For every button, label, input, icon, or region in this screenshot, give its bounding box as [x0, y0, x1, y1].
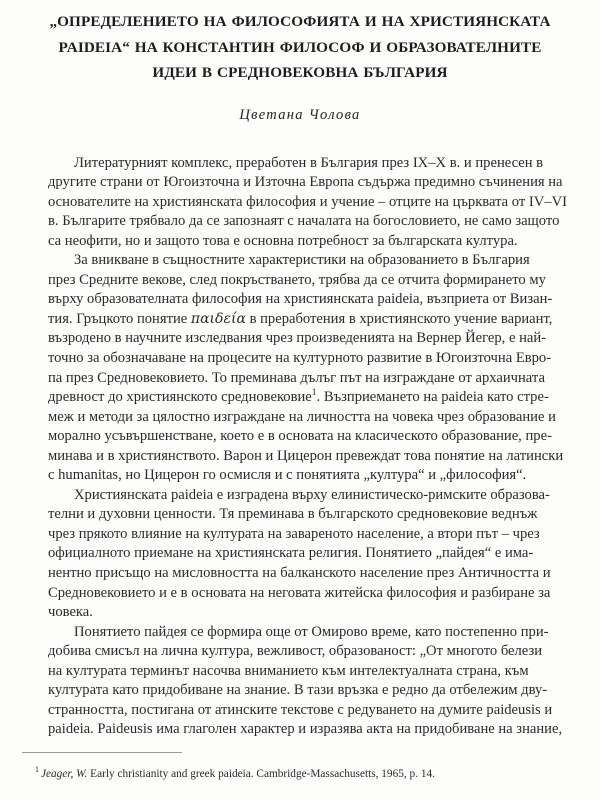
text-line-content: през Средните векове, след покръстването, трябва да се отчита формирането му	[48, 271, 546, 288]
text-line-content: официалното приемане на християнската религия. Понятието „пайдея“ е има-	[48, 545, 534, 562]
text-line-content: Средновековието и е в основата на неговата житейска философия и разбиране за	[48, 584, 551, 601]
text-line-content: минава и в християнството. Варон и Цицерон превеждат това понятие на латински	[48, 447, 564, 464]
text-line	[22, 642, 578, 662]
footnote-citation-rest: Early christianity and greek paideia. Cambridge-Massachusetts, 1965, p. 14.	[87, 768, 435, 780]
text-line	[22, 232, 578, 252]
text-line-content: меж и методи за цялостно изграждане на личността на човека чрез образование и	[48, 408, 556, 425]
paragraph-2	[22, 251, 578, 486]
text-line-content: в. Българите трябвало да се запознаят с началата на богословието, не само защото	[48, 213, 560, 230]
text-line-content: морално усъвършенстване, което е в основата на класическото образование, пре-	[48, 428, 552, 445]
text-line-content: Литературният комплекс, преработен в България през IX–X в. и пренесен в	[74, 154, 544, 171]
text-line-content: Понятието пайдея се формира още от Омирово време, като постепенно при-	[74, 623, 549, 640]
text-line	[22, 720, 578, 740]
text-line-content: другите страни от Югоизточна и Източна Европа съдържа предимно съчинения на	[48, 174, 563, 191]
footnote-author: Jeager, W.	[41, 768, 88, 780]
text-line	[22, 329, 578, 349]
text-line-content: човека.	[48, 604, 93, 621]
text-line-content: върху образователната философия на християнската paideia, възприета от Визан-	[48, 291, 553, 308]
text-line	[22, 525, 578, 545]
paragraph-1	[22, 154, 578, 252]
text-line-content: са неофити, но и защото това е основна потребност за българската култура.	[48, 232, 518, 249]
footnote-number: 1	[35, 765, 39, 775]
text-line-content: възродено в научните изследвания чрез произведенията на Вернер Йегер, е най-	[48, 330, 547, 347]
greek-term: παιδεία	[190, 310, 246, 327]
text-line	[22, 564, 578, 584]
text-line	[22, 349, 578, 369]
text-line	[22, 193, 578, 213]
text-line-content: странността, постигана от атинските текстове с редуването на думите paideusis и	[48, 701, 553, 718]
text-line	[22, 427, 578, 447]
text-line	[22, 584, 578, 604]
text-line	[22, 505, 578, 525]
text-line-content: paideia. Paideusis има глаголен характер и изразява акта на придобиване на знание,	[48, 721, 563, 738]
text-line	[22, 173, 578, 193]
text-line	[22, 447, 578, 467]
footnote-area	[22, 752, 578, 781]
text-line-content: на културата терминът насочва вниманието към интелектуалната страна, към	[48, 662, 529, 679]
text-line	[22, 212, 578, 232]
text-line	[22, 154, 578, 174]
author-byline: Цветана Чолова	[239, 106, 361, 123]
page-content-column	[22, 0, 578, 800]
text-line-content: Християнската paideia е изградена върху елинистическо-римските образова-	[74, 486, 550, 503]
text-line	[22, 271, 578, 291]
text-line-with-greek-term	[22, 310, 578, 330]
paragraph-4	[22, 623, 578, 740]
page-title-line-1: „ОПРЕДЕЛЕНИЕТО НА ФИЛОСОФИЯТА И НА ХРИСТИЯНСКАТА	[49, 13, 551, 30]
text-line	[22, 290, 578, 310]
text-line	[22, 466, 578, 486]
page-title-line-2: PAIDEIA“ НА КОНСТАНТИН ФИЛОСОФ И ОБРАЗОВАТЕЛНИТЕ	[58, 38, 542, 56]
article-body	[22, 124, 578, 740]
text-line-with-footnote-ref	[22, 388, 578, 408]
text-line	[22, 623, 578, 643]
text-line	[22, 701, 578, 721]
text-line-content: културата като придобиване на знание. В тази връзка е редно да отбележим дву-	[48, 682, 548, 699]
text-line-content: основателите на християнската философия и учение – отците на църквата от IV–VI	[48, 193, 568, 210]
text-line-content: тия. Гръцкото понятие παιδεία в преработения в християнското учение вариант,	[48, 310, 553, 327]
page-title	[22, 0, 578, 86]
text-line-content: с humanitas, но Цицерон го осмисля и с понятията „култура“ и „философия“.	[48, 467, 527, 484]
text-line-content: древност до християнското средновековие$^1$. Възприемането на paideia като стре-	[48, 388, 549, 406]
text-line-content: добива смисъл на лична култура, вежливост, образованост: „От многото белези	[48, 643, 543, 660]
text-line	[22, 369, 578, 389]
text-line	[22, 603, 578, 623]
footnote-entry	[22, 753, 578, 781]
text-line-content: телни и духовни ценности. Тя преминава в българското средновековие веднъж	[48, 506, 538, 523]
footnote-reference-marker[interactable]: 1	[311, 388, 317, 399]
text-line	[22, 544, 578, 564]
text-line	[22, 251, 578, 271]
text-line	[22, 662, 578, 682]
text-line-content: За вникване в същностните характеристики на образованието в България	[74, 252, 530, 269]
text-line	[22, 486, 578, 506]
text-line-content: точно за обозначаване на процесите на културното развитие в Югоизточна Евро-	[48, 349, 552, 366]
text-line-content: чрез прякото влияние на културата на завареното население, а втори път – чрез	[48, 525, 540, 542]
text-line	[22, 408, 578, 428]
text-line-content: па през Средновековието. То преминава дълъг път на изграждане от архаичната	[48, 369, 545, 386]
text-line	[22, 681, 578, 701]
paragraph-3	[22, 486, 578, 623]
page-title-line-3: ИДЕИ В СРЕДНОВЕКОВНА БЪЛГАРИЯ	[152, 64, 448, 81]
text-line-content: нентно присъщо на мисловността на балканското население през Античността и	[48, 564, 551, 581]
